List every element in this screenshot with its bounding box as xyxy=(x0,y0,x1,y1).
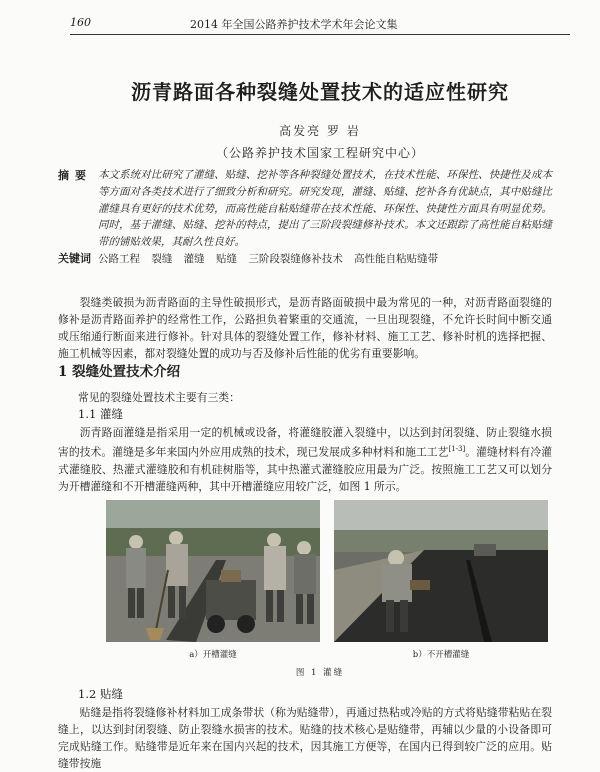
subsection-1-1-heading: 1.1 灌缝 xyxy=(78,407,123,421)
intro-paragraph: 裂缝类破损为沥青路面的主导性破损形式，是沥青路面破损中最为常见的一种，对沥青路面裂缝的修补是沥青路面养护的经常性工作，公路担负着繁重的交通流，一旦出现裂缝，不允许长时间中断交通或压缩通行断面来进行修补。针对具体的裂缝处置工作，修补材料、施工工艺、修补时机的选择把握、施工机械等因素，都对裂缝处置的成功与否及修补后性能的优劣有重要影响。 xyxy=(58,296,552,360)
section-1-intro: 常见的裂缝处置技术主要有三类： xyxy=(78,391,240,404)
affiliation: （公路养护技术国家工程研究中心） xyxy=(215,146,424,160)
authors: 高发亮 罗 岩 xyxy=(279,124,361,138)
abstract-text: 本文系统对比研究了灌缝、贴缝、挖补等各种裂缝处置技术，在技术性能、环保性、快捷性及成本等方面对各类技术进行了细致分析和研究。研究发现，灌缝、贴缝、挖补各有优缺点，其中贴缝比灌缝具有更好的技术优势，而高性能自粘贴缝带在技术性能、环保性、快捷性方面具有明显优势。同时，基于灌缝、贴缝、挖补的特点，提出了三阶段裂缝修补技术。本文还跟踪了高性能自粘贴缝带的铺贴效果，其耐久性良好。 xyxy=(98,169,552,249)
photo-non-grooved-sealing xyxy=(334,500,548,642)
figure-label: 图 1 灌缝 xyxy=(295,668,345,678)
subsection-1-1-text xyxy=(58,424,552,495)
subsection-1-2-heading: 1.2 贴缝 xyxy=(78,687,123,701)
citation: [1-3] xyxy=(448,445,466,453)
section-1-heading: 1 裂缝处置技术介绍 xyxy=(58,364,181,380)
running-title: 2014 年全国公路养护技术学术年会论文集 xyxy=(190,18,398,31)
keywords-text: 公路工程 裂缝 灌缝 贴缝 三阶段裂缝修补技术 高性能自粘贴缝带 xyxy=(98,253,439,265)
treeline xyxy=(334,530,548,552)
text-part: 沥青路面灌缝是指采用一定的机械或设备，将灌缝胶灌入裂缝中，以达到封闭裂缝、防止裂缝水损害的技术。灌缝是多年来国内外应用成熟的技术，现已发展成多种材料和施工工艺 xyxy=(58,426,552,459)
photo-grooved-sealing xyxy=(106,500,320,642)
truck xyxy=(474,544,496,556)
running-header xyxy=(70,14,570,35)
text-part: 。灌缝材料有冷灌式灌缝胶、热灌式灌缝胶和有机硅树脂等，其中热灌式灌缝胶应用最为广泛。按照施工工艺又可以划分为开槽灌缝和不开槽灌缝两种，其中开槽灌缝应用较广泛，如图 1 所示。 xyxy=(58,445,553,493)
subsection-1-2-text: 贴缝是指将裂缝修补材料加工成条带状（称为贴缝带），再通过热粘或冷贴的方式将贴缝带粘贴在裂缝上，以达到封闭裂缝、防止裂缝水损害的技术。贴缝的技术核心是贴缝带，再辅以少量的小设备即可完成贴缝工作。贴缝带是近年来在国内兴起的技术，因其施工方便等，在国内已得到较广泛的应用。贴缝带按施 xyxy=(58,706,552,770)
figure-photo-grooved-sealing xyxy=(106,500,320,642)
figure-photo-non-grooved-sealing xyxy=(334,500,548,642)
figure-caption-a: a）开槽灌缝 xyxy=(189,650,237,660)
abstract-label: 摘要 xyxy=(58,169,92,182)
page-number: 160 xyxy=(70,16,91,29)
paper-title: 沥青路面各种裂缝处置技术的适应性研究 xyxy=(131,80,509,104)
keywords-label: 关键词 xyxy=(58,252,91,265)
figure-caption-b: b）不开槽灌缝 xyxy=(412,650,470,660)
